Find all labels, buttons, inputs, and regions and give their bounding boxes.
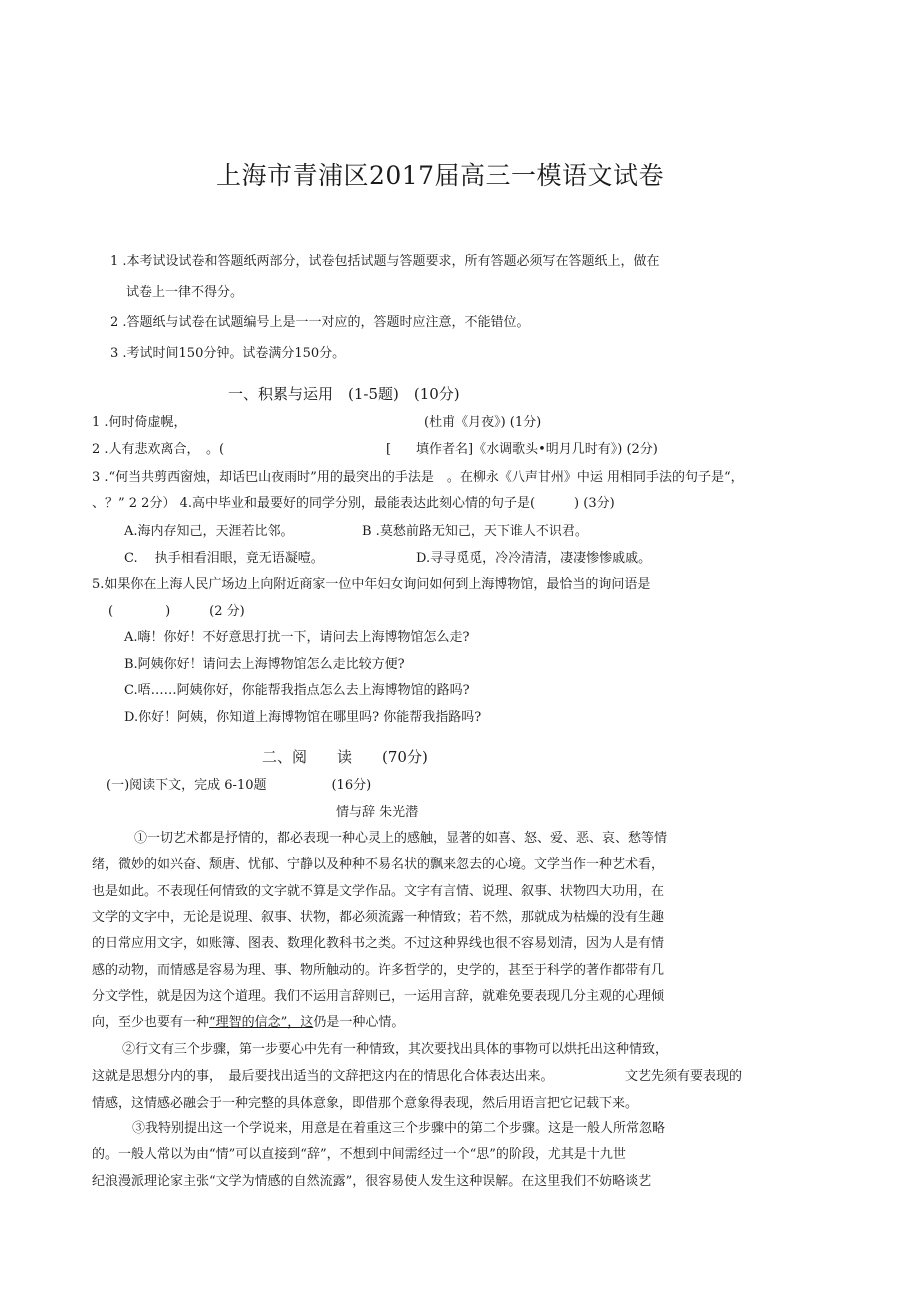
question-4-option-b: B .莫愁前路无知己，天下谁人不识君。 — [362, 524, 588, 539]
question-5-option-c: C.唔……阿姨你好，你能帮我指点怎么去上海博物馆的路吗? — [124, 683, 470, 698]
question-1-source: (杜甫《月夜》) (1分) — [424, 415, 542, 430]
question-3-4: 、？” 2 2分） 4.高中毕业和最要好的同学分别，最能表达此刻心情的句子是( ) (3分) — [92, 496, 615, 511]
text-segment: 向，至少也要有一种 — [92, 1015, 210, 1030]
question-2: 2 .人有悲欢离合， 。( — [92, 442, 225, 457]
question-5: 5.如果你在上海人民广场边上向附近商家一位中年妇女询问如何到上海博物馆，最恰当的询问语是 — [92, 577, 651, 592]
paragraph-1-line: 感的动物，而情感是容易为理、事、物所触动的。许多哲学的，史学的，甚至于科学的著作都带有几 — [92, 963, 665, 978]
paragraph-1-line: ①一切艺术都是抒情的，都必表现一种心灵上的感触，显著的如喜、怒、爱、恶、哀、愁等情 — [134, 831, 668, 846]
paragraph-3-line: 纪浪漫派理论家主张“文学为情感的自然流露”，很容易使人发生这种误解。在这里我们不妨略谈艺 — [92, 1174, 652, 1189]
note-1: 1 .本考试设试卷和答题纸两部分，试卷包括试题与答题要求，所有答题必须写在答题纸上，做在 — [110, 254, 660, 269]
paragraph-2-line: 这就是思想分内的事， 最后要找出适当的文辞把这内在的情思化合体表达出来。 文艺先须有要表现的 — [92, 1069, 743, 1084]
paragraph-3-line: 的。一般人常以为由“情”可以直接到“辞”，不想到中间需经过一个“思”的阶段，尤其是十九世 — [92, 1147, 626, 1162]
paragraph-3-line: ③我特别提出这一个学说来，用意是在着重这三个步骤中的第二个步骤。这是一般人所常忽略 — [132, 1121, 666, 1136]
note-2: 2 .答题纸与试卷在试题编号上是一一对应的，答题时应注意，不能错位。 — [110, 315, 530, 330]
question-5-option-a: A.嗨！你好！不好意思打扰一下，请问去上海博物馆怎么走? — [124, 630, 470, 645]
paragraph-2-line: ②行文有三个步骤，第一步要心中先有一种情致，其次要找出具体的事物可以烘托出这种情致， — [122, 1042, 669, 1057]
question-2-bracket: [ — [386, 442, 392, 457]
underlined-phrase: “理智的信念”，这 — [209, 1015, 314, 1030]
question-3: 3 .“何当共剪西窗烛，却话巴山夜雨时”用的最突出的手法是 。在柳永《八声甘州》中运 用相同手法的句子是“， — [92, 470, 744, 485]
question-5-option-b: B.阿姨你好！请问去上海博物馆怎么走比较方便? — [124, 657, 405, 672]
paragraph-1-line: 也是如此。不表现任何情致的文字就不算是文学作品。文字有言情、说理、叙事、状物四大功用，在 — [92, 884, 665, 899]
paragraph-1-line: 分文学性，就是因为这个道理。我们不运用言辞则已，一运用言辞，就难免要表现几分主观的心理倾 — [92, 989, 665, 1004]
question-4-option-c: C. 执手相看泪眼，竟无语凝噎。 — [124, 551, 324, 566]
question-1: 1 .何时倚虚幌， — [92, 415, 187, 430]
paragraph-1-line: 的日常应用文字，如账簿、图表、数理化教科书之类。不过这种界线也很不容易划清，因为人是有情 — [92, 936, 665, 951]
paragraph-2-line: 情感，这情感必融会于一种完整的具体意象，即借那个意象得表现，然后用语言把它记载下来。 — [92, 1096, 639, 1111]
page-title: 上海市青浦区2017届高三一模语文试卷 — [215, 161, 665, 190]
question-2-source: 填作者名]《水调歌头•明月几时有》) (2分) — [416, 442, 658, 457]
question-4-option-a: A.海内存知己，天涯若比邻。 — [124, 524, 294, 539]
text-segment: 仍是一种心情。 — [313, 1015, 405, 1030]
paragraph-1-line: 绪，微妙的如兴奋、颓唐、忧郁、宁静以及种种不易名状的飘来忽去的心境。文学当作一种艺术看， — [92, 857, 665, 872]
section-1-heading: 一、积累与运用 (1-5题) (10分) — [228, 385, 460, 403]
section-2-subheading: (一)阅读下文，完成 6-10题 (16分) — [106, 778, 372, 793]
section-2-heading: 二、阅 读 (70分) — [262, 748, 428, 766]
article-title: 情与辞 朱光潜 — [336, 805, 419, 820]
note-3: 3 .考试时间150分钟。试卷满分150分。 — [110, 346, 346, 361]
question-5-option-d: D.你好！阿姨，你知道上海博物馆在哪里吗? 你能帮我指路吗? — [124, 710, 482, 725]
note-1-cont: 试卷上一律不得分。 — [126, 285, 244, 300]
paragraph-1-line: 文学的文字中，无论是说理、叙事、状物，都必须流露一种情致；若不然，那就成为枯燥的没有生趣 — [92, 910, 665, 925]
paragraph-1-last-line — [92, 1014, 404, 1032]
question-5-blank: ( ) (2 分) — [108, 604, 245, 619]
question-4-option-d: D.寻寻觅觅，冷冷清清，凄凄惨惨戚戚。 — [416, 551, 652, 566]
